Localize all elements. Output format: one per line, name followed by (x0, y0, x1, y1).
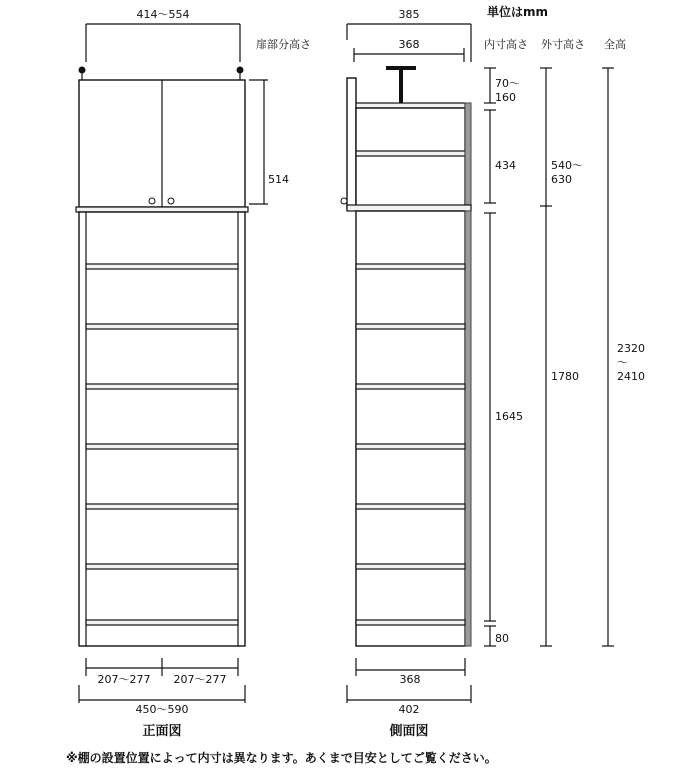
front-shelf (86, 504, 238, 509)
outer-upper-height-label-2: 630 (551, 173, 572, 186)
front-left-adjuster (79, 67, 86, 74)
side-shelf (356, 504, 465, 509)
outer-lower-height-label: 1780 (551, 370, 579, 383)
header-outer-height: 外寸高さ (541, 38, 585, 51)
front-total-width-label: 450〜590 (135, 703, 189, 716)
header-total-height: 全高 (604, 38, 626, 51)
front-shelf (86, 264, 238, 269)
left-door-knob (149, 198, 155, 204)
inner-top-gap-label: 70〜 (495, 77, 520, 90)
front-shelf (86, 564, 238, 569)
side-door-knob (341, 198, 347, 204)
inner-base-height-label: 80 (495, 632, 509, 645)
side-base-shelf (356, 620, 465, 625)
front-inner-width-left-label: 207〜277 (97, 673, 151, 686)
front-lower-cabinet (79, 212, 245, 646)
front-shelf (86, 444, 238, 449)
side-view-title: 側面図 (389, 724, 429, 739)
right-door-knob (168, 198, 174, 204)
front-inner-width-right-label: 207〜277 (173, 673, 227, 686)
front-base-shelf (86, 620, 238, 625)
inner-top-gap-label-2: 160 (495, 91, 516, 104)
front-right-adjuster (237, 67, 244, 74)
side-upper-back-panel (465, 103, 471, 210)
footnote: ※棚の設置位置によって内寸は異なります。あくまで目安としてご覧ください。 (66, 751, 497, 765)
front-view (76, 8, 289, 739)
side-view (341, 8, 471, 739)
total-height-label: 2320 (617, 342, 645, 355)
front-top-width-label: 414〜554 (136, 8, 190, 21)
outer-upper-height-label: 540〜 (551, 159, 583, 172)
unit-note: 単位はmm (487, 5, 549, 19)
side-divider-panel (347, 205, 471, 211)
side-upper-shelf (356, 151, 465, 156)
side-shelf (356, 384, 465, 389)
inner-lower-height-label: 1645 (495, 410, 523, 423)
front-view-title: 正面図 (142, 724, 182, 739)
side-shelf (356, 444, 465, 449)
door-height-label: 514 (268, 173, 289, 186)
front-shelf (86, 384, 238, 389)
front-divider-panel (76, 207, 248, 212)
inner-upper-height-label: 434 (495, 159, 516, 172)
side-shelf (356, 324, 465, 329)
side-upper-cabinet (356, 108, 465, 210)
height-dimensions (484, 68, 645, 646)
tension-rod-post (399, 70, 403, 104)
side-shelf (356, 264, 465, 269)
side-top-panel (356, 103, 465, 108)
tension-rod-top (386, 66, 416, 70)
side-bottom-inner-depth-label: 368 (399, 673, 421, 686)
header-door-height: 扉部分高さ (256, 38, 311, 51)
side-top-inner-depth-label: 368 (398, 38, 420, 51)
front-shelf (86, 324, 238, 329)
side-top-outer-depth-label: 385 (398, 8, 420, 21)
total-height-label-2: 〜 (617, 356, 628, 369)
side-door-panel (347, 78, 356, 210)
side-bottom-outer-depth-label: 402 (398, 703, 420, 716)
header-inner-height: 内寸高さ (484, 38, 528, 51)
side-lower-cabinet (356, 211, 465, 646)
side-lower-back-panel (465, 211, 471, 646)
total-height-label-3: 2410 (617, 370, 645, 383)
side-shelf (356, 564, 465, 569)
